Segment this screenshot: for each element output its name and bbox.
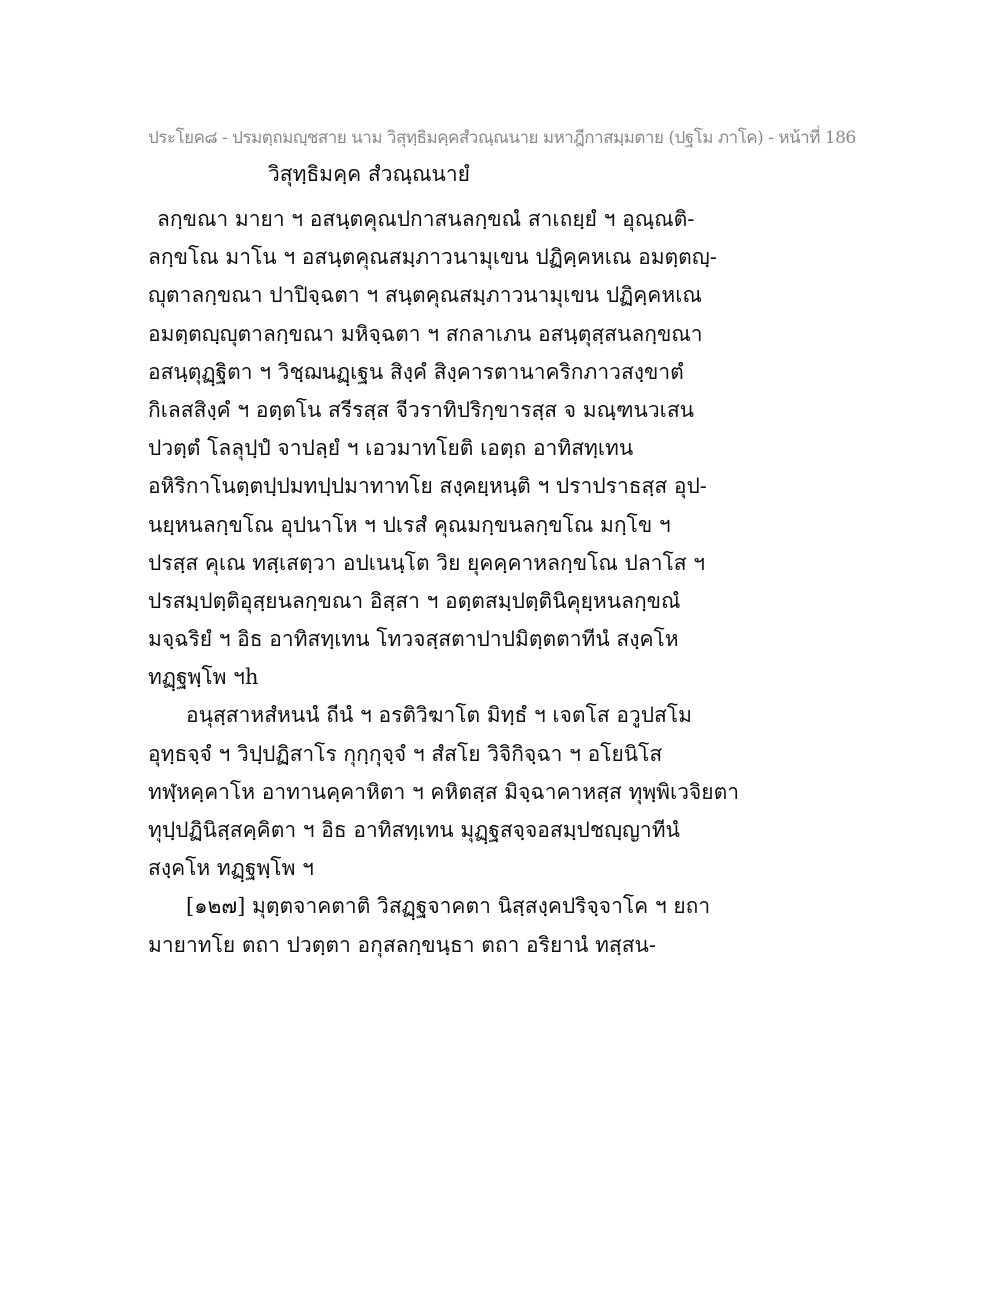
text-line: มจฺฉริยํ ฯ อิธ อาทิสทฺเทน โทวจสฺสตาปาปมิตฺตตาทีนํ สงฺคโห [148,627,679,652]
text-line: สงฺคโห ทฏฺฐพฺโพ ฯ [148,856,314,881]
section-title: วิสุทฺธิมคฺค สํวณฺณนายํ [268,162,470,186]
running-header: ประโยค๘ - ปรมตฺถมญฺชสาย นาม วิสุทฺธิมคฺคสํวณฺณนาย มหาฎีกาสมฺมตาย (ปฐโม ภาโค) - หน้าที่ 186 [148,128,856,148]
text-line: อหิริกาโนตฺตปฺปมทปฺปมาทาทโย สงฺคยฺหนฺติ ฯ ปราปราธสฺส อุป- [148,474,707,499]
text-line: ปรสมฺปตฺติอุสฺยนลกฺขณา อิสฺสา ฯ อตฺตสมฺปตฺตินิคุยฺหนลกฺขณํ [148,588,681,613]
body-text [148,200,868,964]
text-line: อมตฺตญฺญุตาลกฺขณา มหิจฺฉตา ฯ สกลาเภน อสนฺตุสฺสนลกฺขณา [148,321,703,346]
text-line: ทฬฺหคฺคาโห อาทานคฺคาหิตา ฯ คหิตสฺส มิจฺฉาคาหสฺส ทุพฺพิเวจิยตา [148,779,740,804]
text-line: ญุตาลกฺขณา ปาปิจฺฉตา ฯ สนฺตคุณสมฺภาวนามุเขน ปฏิคฺคหเณ [148,283,702,308]
text-line: ทฏฺฐพฺโพ ฯh [148,665,259,690]
text-line: [๑๒๗] มุตฺตจาคตาติ วิสฏฺฐจาคตา นิสฺสงฺคปริจฺจาโค ฯ ยถา [186,894,711,919]
text-line: กิเลสสิงฺคํ ฯ อตฺตโน สรีรสฺส จีวราทิปริกฺขารสฺส จ มณฺฑนวเสน [148,397,695,422]
text-line: นยฺหนลกฺขโณ อุปนาโห ฯ ปเรสํ คุณมกฺขนลกฺขโณ มกฺโข ฯ [148,512,671,537]
text-line: ทุปฺปฏินิสฺสคฺคิตา ฯ อิธ อาทิสทฺเทน มุฏฺฐสจฺจอสมฺปชญฺญาทีนํ [148,818,680,842]
text-line: ลกฺขโณ มาโน ฯ อสนฺตคุณสมฺภาวนามุเขน ปฏิคฺคหเณ อมตฺตญฺ- [148,245,717,270]
text-line: มายาทโย ตถา ปวตฺตา อกุสลกฺขนฺธา ตถา อริยานํ ทสฺสน- [148,932,657,957]
text-line: อนุสฺสาหสํหนนํ ถีนํ ฯ อรติวิฆาโต มิทฺธํ ฯ เจตโส อวูปสโม [186,703,692,728]
text-line: ปวตฺตํ โลลุปฺปํ จาปลฺยํ ฯ เอวมาทโยติ เอตฺถ อาทิสทฺเทน [148,436,634,461]
text-line: ลกฺขณา มายา ฯ อสนฺตคุณปกาสนลกฺขณํ สาเถยฺยํ ฯ อุณฺณติ- [157,207,695,231]
text-line: อสนฺตุฏฺฐิตา ฯ วิชฺฌนฏฺเฐน สิงฺคํ สิงฺคารตานาคริกภาวสงฺขาตํ [148,359,684,384]
text-line: อุทฺธจฺจํ ฯ วิปฺปฏิสาโร กุกฺกุจฺจํ ฯ สํสโย วิจิกิจฺฉา ฯ อโยนิโส [148,741,663,766]
text-line: ปรสฺส คุเณ ทสฺเสตฺวา อปเนนฺโต วิย ยุคคฺคาหลกฺขโณ ปลาโส ฯ [148,550,706,575]
